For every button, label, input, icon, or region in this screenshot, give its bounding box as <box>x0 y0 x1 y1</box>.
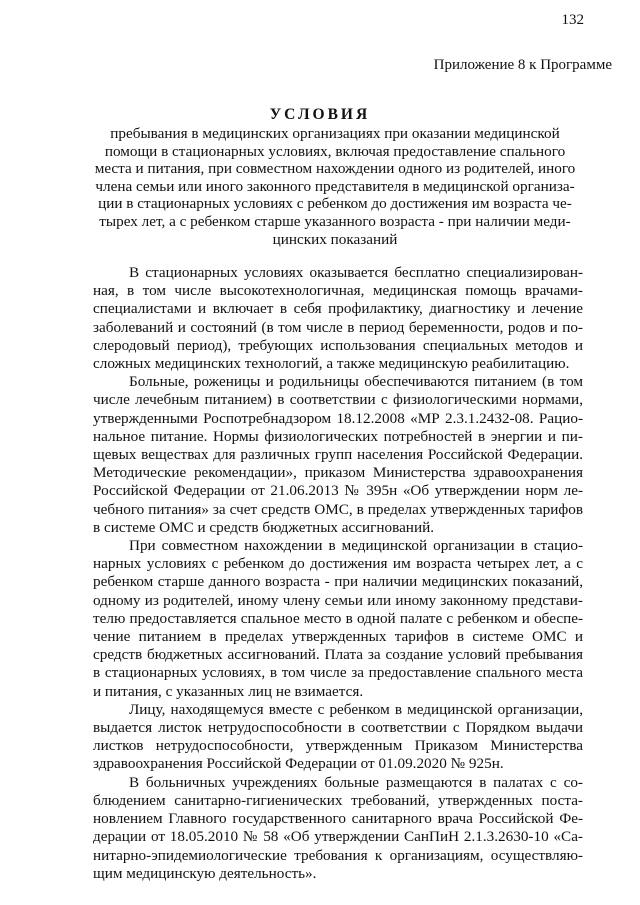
paragraph-line: блюдением санитарно-гигиенических требований, утвержденных поста- <box>93 791 583 809</box>
subtitle-line: ции в стационарных условиях с ребенком до достижения им возраста че- <box>98 195 572 213</box>
paragraph-line: нитарно-эпидемиологические требования к организациям, осуществляю- <box>93 846 583 864</box>
paragraph-line: слеродовый период), требующих использования специальных методов и <box>93 336 583 354</box>
paragraph-line: в стационарных условиях, в том числе за предоставление спального места <box>93 664 583 682</box>
body-text <box>93 264 583 883</box>
paragraph-line: чение питанием в пределах утвержденных тарифов в системе ОМС и <box>93 628 583 646</box>
paragraph-line: Лицу, находящемуся вместе с ребенком в медицинской организации, <box>129 700 583 718</box>
paragraph <box>93 264 583 373</box>
paragraph <box>93 774 583 883</box>
paragraph-line: и питания, с указанных лиц не взимается. <box>93 682 364 700</box>
paragraph-line: в системе ОМС и средств бюджетных ассигнований. <box>93 518 434 536</box>
paragraph-line: телю предоставляется спальное место в одной палате с ребенком и обеспе- <box>93 609 583 627</box>
paragraph-line: здравоохранения Российской Федерации от 01.09.2020 № 925н. <box>93 755 504 773</box>
paragraph <box>93 537 583 701</box>
paragraph-line: щевых веществах для различных групп населения Российской Федерации. <box>93 446 583 464</box>
paragraph-line: сложных медицинских технологий, а также медицинскую реабилитацию. <box>93 355 570 373</box>
paragraph-line: нальное питание. Нормы физиологических потребностей в энергии и пи- <box>93 427 583 445</box>
paragraph-line: ребенком старше данного возраста - при наличии медицинских показаний, <box>93 573 583 591</box>
subtitle-line: помощи в стационарных условиях, включая предоставление спального <box>104 142 566 160</box>
paragraph-line: заболеваний и состояний (в том числе в период беременности, родов и по- <box>93 318 583 336</box>
paragraph-line: средств бюджетных ассигнований. Плата за создание условий пребывания <box>93 646 583 664</box>
subtitle-line: пребывания в медицинских организациях при оказании медицинской <box>110 125 560 142</box>
paragraph-line: Методические рекомендации», приказом Министерства здравоохранения <box>93 464 583 482</box>
paragraph-line: новлением Главного государственного санитарного врача Российской Фе- <box>93 810 583 828</box>
paragraph-line: щим медицинскую деятельность». <box>93 864 317 882</box>
page-number: 132 <box>561 12 584 28</box>
paragraph-line: В больничных учреждениях больные размещаются в палатах с со- <box>129 773 583 791</box>
paragraph-line: утвержденными Роспотребнадзором 18.12.2008 «МР 2.3.1.2432-08. Рацио- <box>93 409 583 427</box>
paragraph-line: специалистами и включает в себя профилактику, диагностику и лечение <box>93 300 583 318</box>
paragraph-line: выдается листок нетрудоспособности в соответствии с Порядком выдачи <box>93 719 583 737</box>
document-title: УСЛОВИЯ <box>269 106 371 123</box>
paragraph-line: дерации от 18.05.2010 № 58 «Об утверждении СанПиН 2.1.3.2630-10 «Са- <box>93 828 583 846</box>
document-subtitle <box>80 125 590 248</box>
paragraph-line: В стационарных условиях оказывается бесплатно специализирован- <box>129 264 583 281</box>
paragraph-line: нарных условиях с ребенком до достижения им возраста четырех лет, а с <box>93 555 583 573</box>
paragraph-line: ная, в том числе высокотехнологичная, медицинская помощь врачами- <box>93 282 583 300</box>
paragraph <box>93 701 583 774</box>
paragraph-line: числе лечебным питанием) в соответствии с физиологическими нормами, <box>93 391 583 409</box>
subtitle-line: тырех лет, а с ребенком старше указанного возраста - при наличии меди- <box>99 212 571 230</box>
paragraph-line: Больные, роженицы и родильницы обеспечиваются питанием (в том <box>129 373 583 391</box>
paragraph-line: листков нетрудоспособности, утвержденным Приказом Министерства <box>93 737 583 755</box>
paragraph-line: одному из родителей, иному члену семьи или иному законному представи- <box>93 591 583 609</box>
paragraph-line: Российской Федерации от 21.06.2013 № 395н «Об утверждении норм ле- <box>93 482 583 500</box>
paragraph <box>93 373 583 537</box>
appendix-reference: Приложение 8 к Программе <box>433 57 612 73</box>
subtitle-line: члена семьи или иного законного представителя в медицинской организа- <box>95 177 575 195</box>
subtitle-line: цинских показаний <box>272 230 398 248</box>
subtitle-line: места и питания, при совместном нахождении одного из родителей, иного <box>94 160 576 178</box>
paragraph-line: чебного питания» за счет средств ОМС, в пределах утвержденных тарифов <box>93 500 583 518</box>
paragraph-line: При совместном нахождении в медицинской организации в стацио- <box>129 537 583 555</box>
